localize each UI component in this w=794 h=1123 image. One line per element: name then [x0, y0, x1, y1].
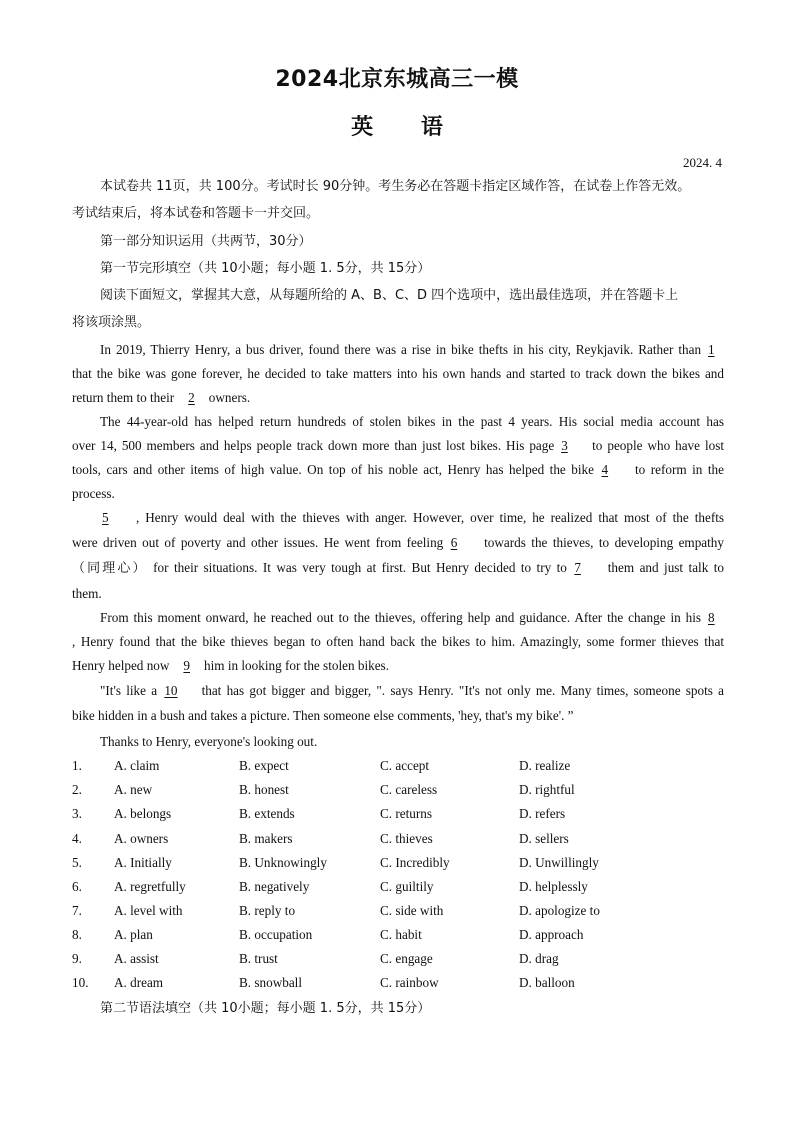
- blank-6: 6: [450, 535, 458, 550]
- option-row: [72, 854, 724, 872]
- option-d: D. Unwillingly: [519, 855, 599, 870]
- option-c: C. careless: [380, 782, 438, 797]
- option-row: [72, 950, 724, 968]
- passage-text: them and just talk to: [607, 560, 724, 575]
- option-d: D. refers: [519, 806, 566, 821]
- exam-title: 2024北京东城高三一模: [275, 67, 519, 92]
- passage-text: return them to their: [72, 390, 175, 405]
- question-number: 7.: [72, 903, 82, 918]
- passage-text: towards the thieves, to developing empathy: [484, 535, 724, 550]
- option-row: [72, 757, 724, 775]
- passage-text: Henry helped now: [72, 658, 170, 673]
- option-a: A. new: [114, 782, 153, 797]
- option-c: C. accept: [380, 758, 430, 773]
- instruction-line-2: 考试结束后，将本试卷和答题卡一并交回。: [72, 206, 320, 221]
- passage-text: "It's like a: [100, 683, 158, 698]
- option-d: D. approach: [519, 927, 584, 942]
- passage-text: that has got bigger and bigger, ". says Henry. "It's not only me. Many times, someone spots a: [201, 683, 725, 698]
- question-number: 4.: [72, 831, 82, 846]
- option-row: [72, 830, 724, 848]
- option-b: B. trust: [239, 951, 278, 966]
- option-a: A. Initially: [114, 855, 172, 870]
- passage-text: for their situations. It was very tough at first. But Henry decided to try to: [153, 560, 567, 575]
- option-a: A. level with: [114, 903, 183, 918]
- blank-1: 1: [708, 342, 715, 357]
- blank-5: 5: [102, 510, 109, 525]
- option-d: D. balloon: [519, 975, 575, 990]
- option-c: C. thieves: [380, 831, 433, 846]
- passage-line: [100, 341, 724, 359]
- option-row: [72, 781, 724, 799]
- passage-line: [72, 559, 724, 578]
- option-a: A. dream: [114, 975, 164, 990]
- blank-2: 2: [188, 390, 195, 405]
- passage-line: [72, 534, 724, 552]
- option-a: A. owners: [114, 831, 169, 846]
- passage-line: that the bike was gone forever, he decided to take matters into his own hands and started to track down the bikes and: [72, 366, 724, 381]
- passage-text: him in looking for the stolen bikes.: [204, 658, 389, 673]
- part1-heading: 第一部分知识运用（共两节，30分）: [100, 234, 312, 249]
- option-a: A. regretfully: [114, 879, 186, 894]
- direction-line-1: 阅读下面短文，掌握其大意，从每题所给的 A、B、C、D 四个选项中，选出最佳选项，并在答题卡上: [100, 288, 679, 303]
- section2-heading: 第二节语法填空（共 10小题；每小题 1. 5分，共 15分）: [100, 1001, 431, 1016]
- option-row: [72, 974, 724, 992]
- option-c: C. returns: [380, 806, 433, 821]
- option-d: D. helplessly: [519, 879, 588, 894]
- option-c: C. habit: [380, 927, 422, 942]
- passage-text: From this moment onward, he reached out to the thieves, offering help and guidance. After the change in his: [100, 610, 702, 625]
- passage-line: [72, 437, 724, 455]
- passage-text: owners.: [208, 390, 251, 405]
- passage-text: tools, cars and other items of high value. On top of his noble act, Henry has helped the bike: [72, 462, 594, 477]
- passage-text: were driven out of poverty and other issues. He went from feeling: [72, 535, 444, 550]
- blank-10: 10: [164, 683, 178, 698]
- passage-text: to people who have lost: [592, 438, 725, 453]
- option-a: A. assist: [114, 951, 159, 966]
- passage-text: , Henry would deal with the thieves with anger. However, over time, he realized that most of the thefts: [135, 510, 725, 525]
- passage-text: to reform in the: [634, 462, 724, 477]
- option-a: A. plan: [114, 927, 153, 942]
- question-number: 3.: [72, 806, 82, 821]
- option-b: B. honest: [239, 782, 289, 797]
- option-row: [72, 878, 724, 896]
- option-row: [72, 902, 724, 920]
- blank-9: 9: [183, 658, 191, 673]
- passage-text: In 2019, Thierry Henry, a bus driver, found there was a rise in bike thefts in his city, Reykjavik. Rather than: [100, 342, 702, 357]
- option-a: A. belongs: [114, 806, 172, 821]
- option-b: B. reply to: [239, 903, 296, 918]
- option-b: B. expect: [239, 758, 289, 773]
- passage-line: [100, 609, 724, 627]
- passage-line: [100, 509, 724, 527]
- option-c: C. engage: [380, 951, 433, 966]
- passage-line: Thanks to Henry, everyone's looking out.: [100, 734, 318, 749]
- option-c: C. side with: [380, 903, 444, 918]
- question-number: 8.: [72, 927, 82, 942]
- direction-line-2: 将该项涂黑。: [72, 315, 151, 330]
- option-c: C. guiltily: [380, 879, 434, 894]
- blank-7: 7: [574, 560, 581, 575]
- option-b: B. occupation: [239, 927, 313, 942]
- option-d: D. rightful: [519, 782, 575, 797]
- option-b: B. Unknowingly: [239, 855, 327, 870]
- passage-line: them.: [72, 586, 102, 601]
- exam-date: 2024. 4: [683, 155, 722, 170]
- option-a: A. claim: [114, 758, 160, 773]
- instruction-line-1: 本试卷共 11页，共 100分。考试时长 90分钟。考生务必在答题卡指定区域作答，在试卷上作答无效。: [100, 179, 691, 194]
- option-c: C. rainbow: [380, 975, 439, 990]
- question-number: 9.: [72, 951, 82, 966]
- blank-4: 4: [601, 462, 609, 477]
- question-number: 6.: [72, 879, 82, 894]
- passage-text: （同理心）: [72, 561, 148, 576]
- option-row: [72, 926, 724, 944]
- passage-line: [72, 389, 724, 407]
- option-d: D. sellers: [519, 831, 569, 846]
- option-d: D. realize: [519, 758, 571, 773]
- option-b: B. negatively: [239, 879, 310, 894]
- option-b: B. extends: [239, 806, 295, 821]
- blank-8: 8: [708, 610, 715, 625]
- passage-line: bike hidden in a bush and takes a picture. Then someone else comments, 'hey, that's my bike'. ”: [72, 708, 574, 723]
- option-b: B. snowball: [239, 975, 303, 990]
- passage-line: process.: [72, 486, 115, 501]
- blank-3: 3: [561, 438, 568, 453]
- passage-line: , Henry found that the bike thieves began to often hand back the bikes to him. Amazingly, some former thieves that: [72, 634, 724, 649]
- option-d: D. drag: [519, 951, 559, 966]
- passage-line: [100, 682, 724, 700]
- passage-text: over 14, 500 members and helps people track down more than just lost bikes. His page: [72, 438, 555, 453]
- passage-line: [72, 461, 724, 479]
- question-number: 2.: [72, 782, 82, 797]
- question-number: 1.: [72, 758, 82, 773]
- option-d: D. apologize to: [519, 903, 600, 918]
- passage-line: The 44-year-old has helped return hundreds of stolen bikes in the past 4 years. His social media account has: [100, 414, 724, 429]
- option-c: C. Incredibly: [380, 855, 450, 870]
- subject-title: 英 语: [351, 115, 443, 140]
- passage-line: [72, 657, 724, 675]
- question-number: 5.: [72, 855, 82, 870]
- option-b: B. makers: [239, 831, 293, 846]
- question-number: 10.: [72, 975, 89, 990]
- option-row: [72, 805, 724, 823]
- section1-heading: 第一节完形填空（共 10小题；每小题 1. 5分，共 15分）: [100, 261, 431, 276]
